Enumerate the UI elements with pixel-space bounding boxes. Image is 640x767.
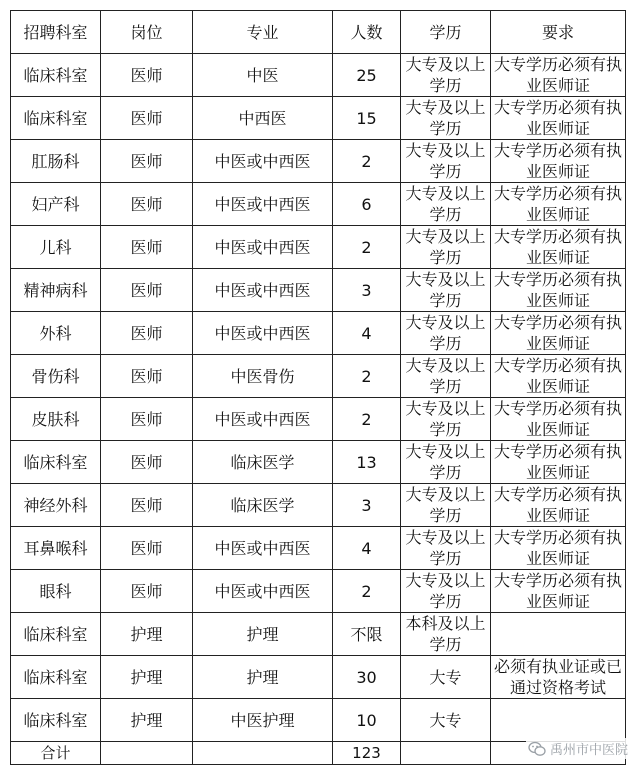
cell-count: 2: [333, 570, 401, 613]
cell-department: 耳鼻喉科: [11, 527, 101, 570]
cell-position: 医师: [101, 269, 193, 312]
cell-education: 大专及以上学历: [401, 484, 491, 527]
cell-major: 护理: [193, 613, 333, 656]
table-row: [11, 484, 626, 527]
cell-education: 大专及以上学历: [401, 183, 491, 226]
table-row: [11, 527, 626, 570]
cell-major: 中医或中西医: [193, 226, 333, 269]
cell-department: 儿科: [11, 226, 101, 269]
cell-requirement: [491, 613, 626, 656]
cell-requirement: 大专学历必须有执业医师证: [491, 140, 626, 183]
cell-position: 医师: [101, 484, 193, 527]
table-row: [11, 656, 626, 699]
cell-requirement: 大专学历必须有执业医师证: [491, 441, 626, 484]
cell-major: 中西医: [193, 97, 333, 140]
cell-major: 中医骨伤: [193, 355, 333, 398]
cell-education: 大专及以上学历: [401, 527, 491, 570]
cell-education: 大专及以上学历: [401, 97, 491, 140]
cell-requirement: 大专学历必须有执业医师证: [491, 226, 626, 269]
cell-requirement: 大专学历必须有执业医师证: [491, 269, 626, 312]
table-row: [11, 355, 626, 398]
cell-count: 4: [333, 312, 401, 355]
cell-major: 中医或中西医: [193, 527, 333, 570]
cell-requirement: 大专学历必须有执业医师证: [491, 54, 626, 97]
cell-requirement: 大专学历必须有执业医师证: [491, 355, 626, 398]
table-header: [11, 11, 626, 54]
cell-requirement: [491, 699, 626, 742]
cell-major: 中医或中西医: [193, 269, 333, 312]
cell-count: 4: [333, 527, 401, 570]
cell-count: 25: [333, 54, 401, 97]
cell-major: 中医: [193, 54, 333, 97]
total-empty-cell: [193, 742, 333, 765]
cell-position: 医师: [101, 97, 193, 140]
cell-count: 2: [333, 226, 401, 269]
cell-department: 骨伤科: [11, 355, 101, 398]
total-count: 123: [333, 742, 401, 765]
total-label: 合计: [11, 742, 101, 765]
cell-education: 大专及以上学历: [401, 140, 491, 183]
cell-major: 中医或中西医: [193, 312, 333, 355]
table-row: [11, 570, 626, 613]
cell-requirement: 大专学历必须有执业医师证: [491, 570, 626, 613]
header-count: 人数: [333, 11, 401, 54]
cell-requirement: 大专学历必须有执业医师证: [491, 312, 626, 355]
recruitment-table: [10, 10, 626, 765]
cell-count: 3: [333, 484, 401, 527]
table-row: [11, 97, 626, 140]
cell-education: 大专及以上学历: [401, 312, 491, 355]
cell-major: 临床医学: [193, 441, 333, 484]
table-row: [11, 441, 626, 484]
cell-count: 13: [333, 441, 401, 484]
cell-department: 临床科室: [11, 656, 101, 699]
cell-count: 30: [333, 656, 401, 699]
watermark-text: 禹州市中医院: [549, 743, 628, 758]
cell-position: 医师: [101, 398, 193, 441]
cell-requirement: 大专学历必须有执业医师证: [491, 398, 626, 441]
cell-department: 临床科室: [11, 97, 101, 140]
wechat-icon: [528, 741, 546, 757]
cell-department: 临床科室: [11, 699, 101, 742]
total-empty-cell: [101, 742, 193, 765]
cell-position: 医师: [101, 312, 193, 355]
cell-position: 医师: [101, 54, 193, 97]
table-row: [11, 54, 626, 97]
cell-education: 大专及以上学历: [401, 226, 491, 269]
cell-education: 本科及以上学历: [401, 613, 491, 656]
table-body: [11, 54, 626, 765]
table-row: [11, 312, 626, 355]
table-row: [11, 699, 626, 742]
watermark: [526, 738, 630, 759]
cell-requirement: 大专学历必须有执业医师证: [491, 527, 626, 570]
table-row: [11, 226, 626, 269]
cell-count: 3: [333, 269, 401, 312]
cell-count: 2: [333, 398, 401, 441]
cell-department: 皮肤科: [11, 398, 101, 441]
header-position: 岗位: [101, 11, 193, 54]
cell-education: 大专及以上学历: [401, 398, 491, 441]
cell-position: 医师: [101, 355, 193, 398]
cell-major: 中医或中西医: [193, 140, 333, 183]
cell-department: 眼科: [11, 570, 101, 613]
cell-department: 外科: [11, 312, 101, 355]
cell-count: 2: [333, 355, 401, 398]
cell-position: 护理: [101, 656, 193, 699]
cell-major: 中医或中西医: [193, 183, 333, 226]
cell-education: 大专及以上学历: [401, 570, 491, 613]
cell-major: 中医护理: [193, 699, 333, 742]
cell-count: 10: [333, 699, 401, 742]
header-department: 招聘科室: [11, 11, 101, 54]
cell-requirement: 必须有执业证或已通过资格考试: [491, 656, 626, 699]
cell-count: 不限: [333, 613, 401, 656]
cell-major: 中医或中西医: [193, 570, 333, 613]
cell-major: 中医或中西医: [193, 398, 333, 441]
cell-count: 2: [333, 140, 401, 183]
cell-department: 神经外科: [11, 484, 101, 527]
cell-position: 护理: [101, 699, 193, 742]
cell-education: 大专: [401, 699, 491, 742]
cell-major: 临床医学: [193, 484, 333, 527]
cell-education: 大专及以上学历: [401, 441, 491, 484]
cell-requirement: 大专学历必须有执业医师证: [491, 97, 626, 140]
cell-position: 医师: [101, 441, 193, 484]
total-empty-cell: [401, 742, 491, 765]
cell-department: 肛肠科: [11, 140, 101, 183]
table-row: [11, 140, 626, 183]
cell-position: 医师: [101, 183, 193, 226]
cell-count: 15: [333, 97, 401, 140]
cell-position: 医师: [101, 527, 193, 570]
header-major: 专业: [193, 11, 333, 54]
table-row: [11, 613, 626, 656]
header-requirement: 要求: [491, 11, 626, 54]
cell-requirement: 大专学历必须有执业医师证: [491, 484, 626, 527]
cell-position: 医师: [101, 140, 193, 183]
cell-department: 临床科室: [11, 441, 101, 484]
cell-requirement: 大专学历必须有执业医师证: [491, 183, 626, 226]
cell-education: 大专及以上学历: [401, 54, 491, 97]
header-education: 学历: [401, 11, 491, 54]
table-row: [11, 269, 626, 312]
cell-count: 6: [333, 183, 401, 226]
cell-position: 医师: [101, 226, 193, 269]
cell-department: 妇产科: [11, 183, 101, 226]
cell-position: 护理: [101, 613, 193, 656]
cell-position: 医师: [101, 570, 193, 613]
cell-department: 临床科室: [11, 54, 101, 97]
header-row: [11, 11, 626, 54]
table-row: [11, 183, 626, 226]
cell-major: 护理: [193, 656, 333, 699]
cell-department: 临床科室: [11, 613, 101, 656]
cell-education: 大专: [401, 656, 491, 699]
cell-education: 大专及以上学历: [401, 269, 491, 312]
cell-education: 大专及以上学历: [401, 355, 491, 398]
table-row: [11, 398, 626, 441]
cell-department: 精神病科: [11, 269, 101, 312]
